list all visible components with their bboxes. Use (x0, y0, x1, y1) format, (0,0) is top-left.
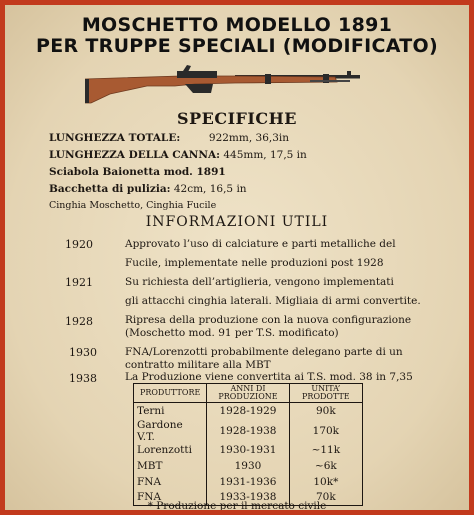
history-year: 1930 (69, 346, 97, 359)
info-heading: INFORMAZIONI UTILI (145, 214, 329, 230)
history-line: contratto militare alla MBT (125, 359, 271, 371)
cell-years: 1930-1931 (207, 443, 289, 459)
rifle-muzzle (347, 71, 351, 77)
cell-units: ~11k (289, 443, 362, 459)
history-line: La Produzione viene convertita ai T.S. mod. 38 in 7,35 (125, 371, 413, 383)
cell-producer: Gardone V.T. (134, 419, 207, 443)
table-row (134, 419, 363, 443)
cell-years: 1933-1938 (207, 489, 289, 505)
rifle-bolt (183, 65, 191, 72)
history-year: 1920 (65, 238, 93, 251)
history-year: 1928 (65, 315, 93, 328)
history-line: FNA/Lorenzotti probabilmente delegano parte di un (125, 346, 403, 358)
header-units: UNITA’ PRODOTTE (289, 384, 362, 403)
rifle-butt-plate (85, 79, 89, 103)
cell-producer: Terni (134, 403, 207, 419)
cell-units: 10k* (289, 474, 362, 490)
table-row (134, 403, 363, 419)
history-line: Su richiesta dell’artiglieria, vengono implementati (125, 276, 394, 288)
history-year: 1938 (69, 372, 97, 385)
spec-barrel-length-label: LUNGHEZZA DELLA CANNA: (49, 149, 220, 161)
spec-cleaning-rod-label: Bacchetta di pulizia: (49, 183, 171, 195)
table-footnote: * Produzione per il mercato civile (147, 500, 327, 512)
spec-total-length-label: LUNGHEZZA TOTALE: (49, 132, 181, 144)
cell-producer: FNA (134, 474, 207, 490)
history-line: Fucile, implementate nelle produzioni post 1928 (125, 257, 384, 269)
spec-sling-text: Cinghia Moschetto, Cinghia Fucile (49, 200, 217, 211)
cell-units: ~6k (289, 458, 362, 474)
cell-units: 70k (289, 489, 362, 505)
spec-bayonet (49, 166, 226, 178)
cell-years: 1928-1938 (207, 419, 289, 443)
header-producer: PRODUTTORE (134, 384, 207, 403)
spec-total-length (49, 132, 289, 144)
cell-years: 1931-1936 (207, 474, 289, 490)
spec-barrel-length (49, 149, 307, 161)
table-row (134, 474, 363, 490)
spec-bayonet-text: Sciabola Baionetta mod. 1891 (49, 166, 226, 178)
rifle-magazine (185, 84, 213, 93)
spec-cleaning-rod-value: 42cm, 16,5 in (173, 183, 247, 195)
spec-total-length-value: 922mm, 36,3in (208, 132, 290, 144)
table-header-row (134, 384, 363, 403)
title-line-1: MOSCHETTO MODELLO 1891 (81, 14, 393, 36)
table-row (134, 443, 363, 459)
spec-cleaning-rod (49, 183, 247, 195)
rifle-illustration (85, 65, 360, 110)
rifle-bayonet (310, 80, 350, 82)
history-line: Approvato l’uso di calciature e parti metalliche del (125, 238, 396, 250)
rifle-receiver (177, 71, 217, 78)
table-row (134, 458, 363, 474)
rifle-band-1 (265, 74, 271, 84)
title-line-2: PER TRUPPE SPECIALI (MODIFICATO) (36, 35, 438, 57)
cell-units: 170k (289, 419, 362, 443)
cell-producer: Lorenzotti (134, 443, 207, 459)
specs-heading: SPECIFICHE (177, 109, 297, 128)
cell-years: 1928-1929 (207, 403, 289, 419)
history-year: 1921 (65, 276, 93, 289)
history-line: Ripresa della produzione con la nuova configurazione (125, 314, 412, 326)
cell-producer: FNA (134, 489, 207, 505)
spec-sling (49, 200, 216, 211)
history-line: gli attacchi cinghia laterali. Migliaia di armi convertite. (125, 295, 421, 307)
production-table (133, 383, 363, 506)
history-line: (Moschetto mod. 91 per T.S. modificato) (125, 327, 339, 339)
cell-producer: MBT (134, 458, 207, 474)
cell-years: 1930 (207, 458, 289, 474)
cell-units: 90k (289, 403, 362, 419)
spec-barrel-length-value: 445mm, 17,5 in (223, 149, 307, 161)
header-years: ANNI DI PRODUZIONE (207, 384, 289, 403)
